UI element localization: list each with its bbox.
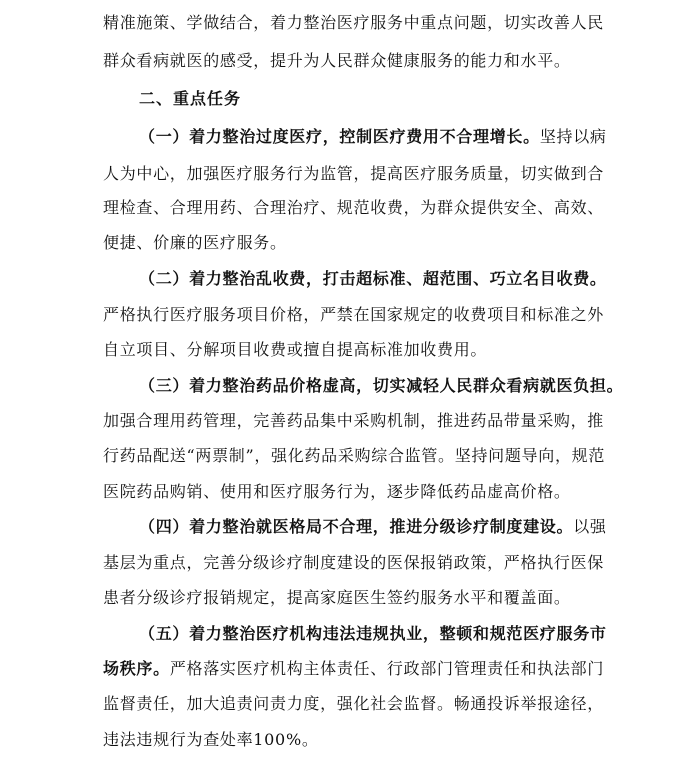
task-2-title: （二）着力整治乱收费，打击超标准、超范围、巧立名目收费。 <box>139 269 607 288</box>
task-4-first-line-rest: 以强 <box>573 517 607 536</box>
task-3-body-line: 加强合理用药管理，完善药品集中采购机制，推进药品带量采购，推 <box>103 411 605 430</box>
intro-line-1: 精准施策、学做结合，着力整治医疗服务中重点问题，切实改善人民 <box>103 13 605 32</box>
task-1-body-line: 理检查、合理用药、合理治疗、规范收费，为群众提供安全、高效、 <box>103 198 605 217</box>
intro-line-2: 群众看病就医的感受，提升为人民群众健康服务的能力和水平。 <box>103 51 571 70</box>
task-5-body-line: 违法违规行为查处率100%。 <box>103 730 319 749</box>
task-5-title: （五）着力整治医疗机构违法违规执业，整顿和规范医疗服务市 <box>139 624 607 643</box>
task-1-title: （一）着力整治过度医疗，控制医疗费用不合理增长。 <box>139 127 540 146</box>
task-3-body-line: 行药品配送“两票制”，强化药品采购综合监管。坚持问题导向，规范 <box>103 446 606 465</box>
task-4-body-line: 基层为重点，完善分级诊疗制度建设的医保报销政策，严格执行医保 <box>103 553 605 572</box>
task-1-first-line <box>139 127 607 147</box>
task-4-first-line <box>139 517 607 537</box>
task-1-body-line: 便捷、价廉的医疗服务。 <box>103 233 287 252</box>
task-1-first-line-rest: 坚持以病 <box>539 127 607 146</box>
task-5-first-line-rest: 严格落实医疗机构主体责任、行政部门管理责任和执法部门 <box>169 659 605 678</box>
task-2-body-line: 严格执行医疗服务项目价格，严禁在国家规定的收费项目和标准之外 <box>103 305 605 324</box>
task-4-body-line: 患者分级诊疗报销规定，提高家庭医生签约服务水平和覆盖面。 <box>103 588 571 607</box>
task-3-body-line: 医院药品购销、使用和医疗服务行为，逐步降低药品虚高价格。 <box>103 482 571 501</box>
task-1-body-line: 人为中心，加强医疗服务行为监管，提高医疗服务质量，切实做到合 <box>103 164 605 183</box>
task-5-body-line: 监督责任，加大追责问责力度，强化社会监督。畅通投诉举报途径， <box>103 694 605 713</box>
task-3-title: （三）着力整治药品价格虚高，切实减轻人民群众看病就医负担。 <box>139 376 624 395</box>
task-5-title-cont: 场秩序。 <box>103 659 170 678</box>
task-2-body-line: 自立项目、分解项目收费或擅自提高标准加收费用。 <box>103 340 488 359</box>
task-5-second-line <box>103 659 605 679</box>
task-4-title: （四）着力整治就医格局不合理，推进分级诊疗制度建设。 <box>139 517 574 536</box>
section-heading: 二、重点任务 <box>139 89 242 108</box>
